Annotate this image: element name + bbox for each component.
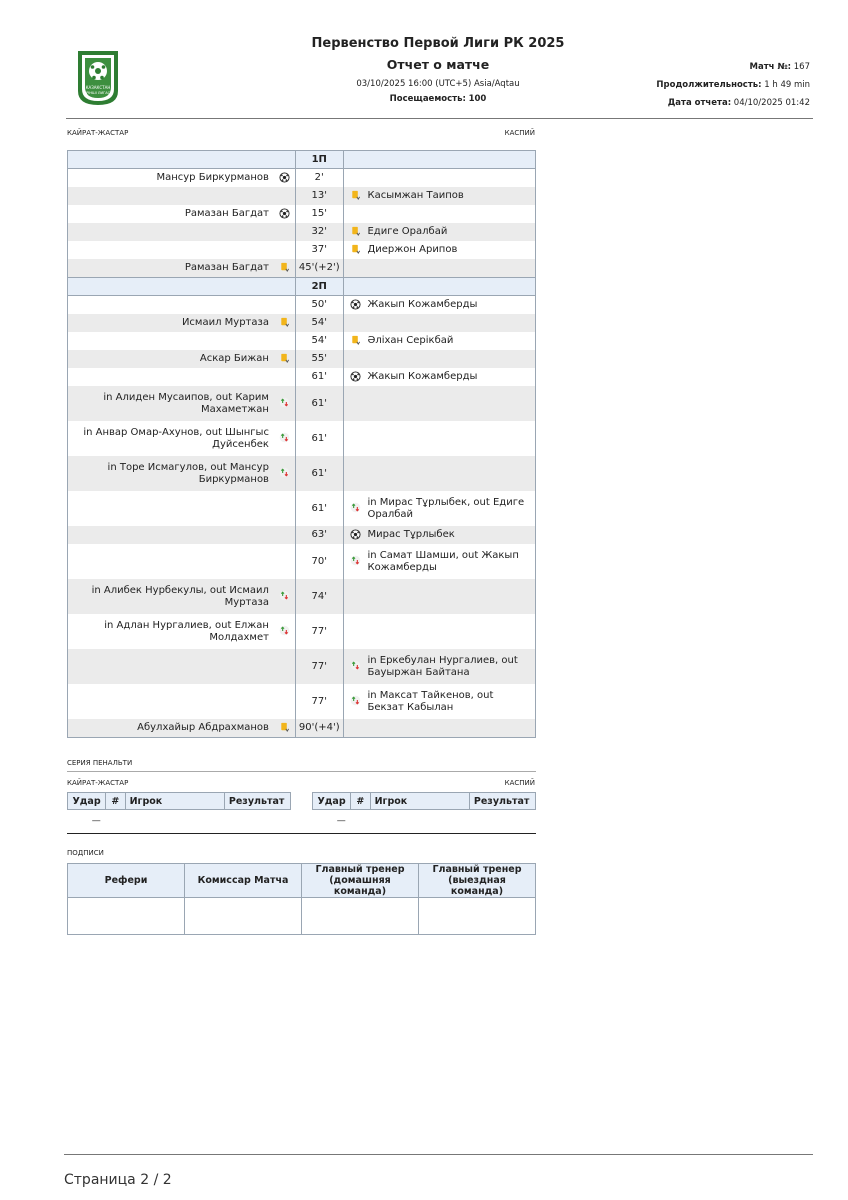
event-away-player [367,350,535,368]
event-minute: 45'(+2') [295,259,343,278]
event-home-player [68,205,275,223]
event-away-icon [343,526,367,544]
half-label: 1П [295,151,343,169]
substitution-icon [279,397,290,408]
event-row [68,491,536,526]
report-subtitle: Отчет о матче [386,57,490,72]
substitution-icon [279,432,290,443]
event-row [68,614,536,649]
event-away-player [367,296,535,315]
substitution-icon [279,467,290,478]
match-duration-label: Продолжительность: [656,80,762,90]
sig-referee-cell[interactable] [68,898,185,935]
event-home-icon [275,368,295,386]
pen-col-number: # [106,793,125,810]
signatures-header [68,864,536,898]
event-minute: 63' [295,526,343,544]
event-away-player [367,223,535,241]
event-minute: 54' [295,314,343,332]
logo-text-1: КАЗАКСТАН [85,85,111,90]
event-minute: 61' [295,386,343,421]
goal-ball-icon [279,172,290,183]
event-away-text: Диержон Арипов [367,244,458,255]
event-away-icon [343,544,367,579]
event-home-icon [275,526,295,544]
event-row [68,205,536,223]
page-number: Страница 2 / 2 [64,1172,172,1188]
event-away-icon [343,649,367,684]
event-home-icon [275,296,295,315]
event-row [68,350,536,368]
event-away-player [367,421,535,456]
event-home-player [68,350,275,368]
event-away-icon [343,614,367,649]
event-row [68,526,536,544]
penalties-home-header [68,793,291,810]
attendance [238,94,638,105]
goal-ball-icon [350,371,361,382]
event-home-text: Исмаил Муртаза [181,317,269,328]
event-home-player [68,614,275,649]
pen-col-shot: Удар [68,793,106,810]
event-row [68,241,536,259]
signatures-title: ПОДПИСИ [67,849,104,857]
event-row [68,421,536,456]
half-away-cell [367,278,535,296]
event-home-icon [275,223,295,241]
event-row [68,456,536,491]
penalties-title: СЕРИЯ ПЕНАЛЬТИ [67,759,133,767]
event-home-icon [275,187,295,205]
report-title-block [238,36,638,105]
event-minute: 77' [295,649,343,684]
event-away-text: Әліхан Серікбай [367,335,454,346]
logo-text-2: БІРІНШІ ЛИГАСЫ [82,91,114,95]
event-away-player [367,719,535,738]
event-home-text: Мансур Биркурманов [156,172,269,183]
event-home-icon [275,259,295,278]
event-away-text: in Мирас Тұрлыбек, out Едиге Оралбай [367,496,525,520]
substitution-icon [350,555,361,566]
substitution-icon [350,502,361,513]
event-home-player [68,169,275,188]
event-away-text: in Самат Шамши, out Жакып Кожамберды [367,549,519,573]
event-home-icon [275,456,295,491]
half-away-cell [367,151,535,169]
sig-col-commissioner: Комиссар Матча [185,864,302,898]
pen-col-result: Результат [469,793,535,810]
event-home-player [68,456,275,491]
event-minute: 15' [295,205,343,223]
header-divider [66,118,813,119]
event-home-player [68,187,275,205]
event-minute: 77' [295,684,343,719]
penalties-home-empty [68,810,291,833]
event-away-icon [343,491,367,526]
event-home-player [68,421,275,456]
event-away-icon [343,223,367,241]
event-minute: 2' [295,169,343,188]
pen-col-shot: Удар [313,793,351,810]
event-away-icon [343,386,367,421]
penalties-home-team: КАЙРАТ-ЖАСТАР [67,779,129,787]
half-header-row [68,278,536,296]
event-away-text: Мирас Тұрлыбек [367,529,455,540]
event-row [68,579,536,614]
report-date [656,98,810,109]
event-away-icon [343,296,367,315]
event-row [68,649,536,684]
event-away-text: Едиге Оралбай [367,226,448,237]
match-meta [656,62,810,116]
match-datetime: 03/10/2025 16:00 (UTC+5) Asia/Aqtau [356,79,520,89]
event-minute: 74' [295,579,343,614]
event-home-text: in Адлан Нургалиев, out Елжан Молдахмет [104,619,269,643]
half-away-icon-cell [343,151,367,169]
event-home-player [68,386,275,421]
yellow-card-icon [350,244,361,255]
yellow-card-icon [350,190,361,201]
event-away-icon [343,332,367,350]
yellow-card-icon [279,722,290,733]
event-home-icon [275,684,295,719]
event-row [68,223,536,241]
half-home-icon-cell [275,151,295,169]
event-home-player [68,491,275,526]
league-logo-icon [74,49,122,107]
event-away-icon [343,169,367,188]
attendance-label: Посещаемость: [389,94,466,104]
penalties-away-empty [313,810,536,833]
penalties-teams-row [67,779,535,787]
teams-row [67,129,535,137]
match-duration-value: 1 h 49 min [764,80,810,90]
event-away-player [367,544,535,579]
half-header-row [68,151,536,169]
event-home-player [68,526,275,544]
event-home-player [68,368,275,386]
event-home-text: in Анвар Омар-Ахунов, out Шынгыс Дуйсенбек [83,426,269,450]
event-home-icon [275,205,295,223]
event-home-player [68,296,275,315]
penalties-away-table [312,792,536,832]
event-away-player [367,649,535,684]
penalties-bottom-divider [67,833,536,834]
match-number-value: 167 [793,62,810,72]
event-row [68,314,536,332]
substitution-icon [279,625,290,636]
away-team-name: КАСПИЙ [504,129,535,137]
event-away-text: in Еркебулан Нургалиев, out Бауыржан Байтана [367,654,518,678]
half-home-icon-cell [275,278,295,296]
event-home-player [68,719,275,738]
match-number-label: Матч №: [749,62,792,72]
event-home-text: in Торе Исмагулов, out Мансур Биркурманов [107,461,269,485]
event-away-icon [343,187,367,205]
event-minute: 90'(+4') [295,719,343,738]
event-home-icon [275,491,295,526]
substitution-icon [350,695,361,706]
event-home-text: Абулхайыр Абдрахманов [137,722,269,733]
event-minute: 70' [295,544,343,579]
event-home-icon [275,241,295,259]
event-away-player [367,314,535,332]
event-away-player [367,456,535,491]
event-minute: 37' [295,241,343,259]
event-row [68,296,536,315]
event-away-player [367,526,535,544]
event-away-player [367,491,535,526]
sig-away-coach-cell[interactable] [419,898,536,935]
yellow-card-icon [279,353,290,364]
event-home-icon [275,421,295,456]
event-home-icon [275,579,295,614]
yellow-card-icon [350,335,361,346]
pen-col-result: Результат [224,793,290,810]
event-minute: 61' [295,421,343,456]
event-away-player [367,332,535,350]
event-minute: 55' [295,350,343,368]
goal-ball-icon [350,529,361,540]
event-away-text: Жакып Кожамберды [367,371,478,382]
event-home-player [68,332,275,350]
signatures-row [68,898,536,935]
event-minute: 61' [295,368,343,386]
event-away-icon [343,684,367,719]
report-date-value: 04/10/2025 01:42 [733,98,810,108]
goal-ball-icon [350,299,361,310]
event-away-icon [343,314,367,332]
event-away-player [367,614,535,649]
event-minute: 32' [295,223,343,241]
event-minute: 50' [295,296,343,315]
yellow-card-icon [350,226,361,237]
event-minute: 61' [295,456,343,491]
event-home-icon [275,332,295,350]
event-home-text: Рамазан Багдат [184,262,269,273]
event-away-icon [343,421,367,456]
sig-col-away-coach: Главный тренер (выездная команда) [419,864,536,898]
attendance-value: 100 [468,94,487,104]
event-home-text: Аскар Бижан [199,353,269,364]
event-row [68,684,536,719]
event-row [68,332,536,350]
penalties-divider [67,771,536,772]
event-home-icon [275,386,295,421]
sig-home-coach-cell[interactable] [302,898,419,935]
penalties-away-team: КАСПИЙ [504,779,535,787]
report-title: Первенство Первой Лиги РК 2025 [311,36,565,51]
event-home-text: Рамазан Багдат [184,208,269,219]
event-away-player [367,187,535,205]
event-away-player [367,386,535,421]
penalties-away-header [313,793,536,810]
match-number [656,62,810,73]
event-home-icon [275,614,295,649]
event-home-player [68,241,275,259]
event-home-icon [275,649,295,684]
half-home-cell [68,151,275,169]
yellow-card-icon [279,262,290,273]
event-away-player [367,169,535,188]
half-label: 2П [295,278,343,296]
event-home-player [68,223,275,241]
event-away-text: Касымжан Таипов [367,190,464,201]
report-date-label: Дата отчета: [667,98,732,108]
event-away-icon [343,719,367,738]
event-home-player [68,314,275,332]
event-away-icon [343,205,367,223]
event-minute: 61' [295,491,343,526]
event-away-icon [343,241,367,259]
substitution-icon [279,590,290,601]
event-home-player [68,544,275,579]
event-row [68,719,536,738]
pen-empty-mark: — [91,816,101,826]
event-row [68,169,536,188]
event-home-icon [275,719,295,738]
event-away-icon [343,368,367,386]
pen-col-player: Игрок [125,793,224,810]
half-home-cell [68,278,275,296]
event-away-text: Жакып Кожамберды [367,299,478,310]
goal-ball-icon [279,208,290,219]
pen-col-number: # [351,793,370,810]
signatures-table [67,863,536,935]
event-row [68,544,536,579]
event-row [68,386,536,421]
event-home-icon [275,350,295,368]
event-minute: 13' [295,187,343,205]
penalties-home-table [67,792,291,832]
event-away-icon [343,456,367,491]
event-away-icon [343,259,367,278]
yellow-card-icon [279,317,290,328]
event-home-text: in Алиден Мусаипов, out Карим Махаметжан [103,391,269,415]
event-away-text: in Максат Тайкенов, out Бекзат Кабылан [367,689,494,713]
event-minute: 54' [295,332,343,350]
event-home-player [68,259,275,278]
event-away-player [367,259,535,278]
substitution-icon [350,660,361,671]
event-home-icon [275,169,295,188]
event-row [68,368,536,386]
event-away-player [367,684,535,719]
pen-empty-mark: — [336,816,346,826]
event-away-player [367,368,535,386]
events-table [67,150,536,738]
event-home-icon [275,314,295,332]
half-away-icon-cell [343,278,367,296]
event-home-icon [275,544,295,579]
event-away-player [367,205,535,223]
home-team-name: КАЙРАТ-ЖАСТАР [67,129,129,137]
event-away-player [367,579,535,614]
pen-col-player: Игрок [370,793,469,810]
footer-divider [64,1154,813,1155]
sig-col-referee: Рефери [68,864,185,898]
sig-commissioner-cell[interactable] [185,898,302,935]
event-home-player [68,579,275,614]
event-home-text: in Алибек Нурбекулы, out Исмаил Муртаза [91,584,269,608]
event-minute: 77' [295,614,343,649]
event-away-icon [343,579,367,614]
match-duration [656,80,810,91]
event-home-player [68,649,275,684]
event-away-player [367,241,535,259]
league-logo [74,49,122,107]
sig-col-home-coach: Главный тренер (домашняя команда) [302,864,419,898]
event-home-player [68,684,275,719]
event-away-icon [343,350,367,368]
event-row [68,187,536,205]
event-row [68,259,536,278]
